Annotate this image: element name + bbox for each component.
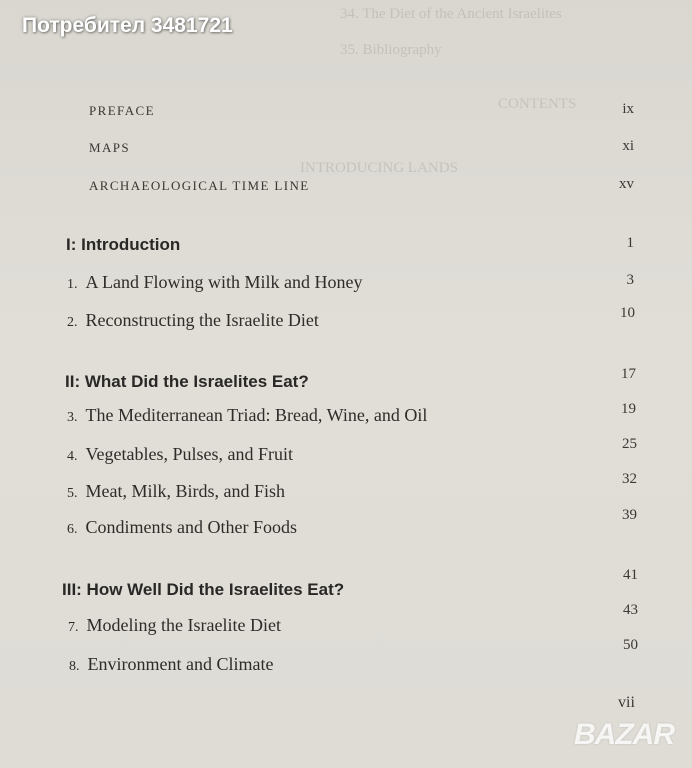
bleed-through-line: 34. The Diet of the Ancient Israelites bbox=[340, 6, 562, 22]
toc-chapter bbox=[67, 272, 363, 293]
bazar-watermark: BAZAR bbox=[574, 718, 674, 751]
page-folio: vii bbox=[618, 694, 635, 711]
chapter-number: 8. bbox=[69, 659, 80, 674]
toc-part-page: 17 bbox=[621, 366, 636, 382]
toc-chapter-page: 32 bbox=[622, 471, 637, 487]
toc-chapter bbox=[67, 481, 285, 502]
toc-part-page: 41 bbox=[623, 567, 638, 583]
chapter-title: Condiments and Other Foods bbox=[85, 517, 297, 537]
toc-front-label: ARCHAEOLOGICAL TIME LINE bbox=[89, 178, 310, 193]
chapter-title: Reconstructing the Israelite Diet bbox=[85, 310, 319, 330]
toc-chapter bbox=[69, 654, 273, 675]
chapter-number: 3. bbox=[67, 410, 78, 425]
toc-chapter bbox=[67, 517, 297, 538]
chapter-title: Environment and Climate bbox=[87, 654, 274, 674]
toc-chapter-page: 19 bbox=[621, 401, 636, 417]
toc-chapter bbox=[67, 405, 427, 426]
chapter-title: Modeling the Israelite Diet bbox=[86, 615, 281, 635]
chapter-number: 1. bbox=[67, 277, 78, 292]
toc-chapter bbox=[67, 444, 293, 465]
toc-front-label: PREFACE bbox=[89, 103, 155, 118]
chapter-title: The Mediterranean Triad: Bread, Wine, and Oil bbox=[85, 405, 428, 425]
toc-part-heading: III: How Well Did the Israelites Eat? bbox=[62, 580, 345, 599]
toc-chapter-page: 50 bbox=[623, 637, 638, 653]
chapter-number: 2. bbox=[67, 315, 78, 330]
toc-chapter-page: 10 bbox=[620, 305, 635, 321]
toc-part-page: 1 bbox=[626, 235, 634, 251]
bleed-through-line: 35. Bibliography bbox=[340, 42, 442, 58]
toc-chapter bbox=[67, 310, 319, 331]
toc-chapter-page: 25 bbox=[622, 436, 637, 452]
bleed-through-line: CONTENTS bbox=[498, 96, 577, 112]
chapter-number: 5. bbox=[67, 486, 78, 501]
bleed-through-line: INTRODUCING LANDS bbox=[300, 160, 458, 176]
toc-front-label: MAPS bbox=[89, 140, 131, 155]
toc-front-page: xv bbox=[619, 176, 634, 192]
toc-chapter-page: 3 bbox=[626, 272, 634, 288]
toc-part-heading: II: What Did the Israelites Eat? bbox=[65, 372, 309, 391]
chapter-title: Vegetables, Pulses, and Fruit bbox=[85, 444, 293, 464]
chapter-title: A Land Flowing with Milk and Honey bbox=[85, 272, 363, 292]
toc-chapter bbox=[68, 615, 281, 636]
chapter-title: Meat, Milk, Birds, and Fish bbox=[85, 481, 286, 501]
chapter-number: 4. bbox=[67, 449, 78, 464]
user-tag: Потребител 3481721 bbox=[22, 14, 233, 37]
toc-front-page: xi bbox=[622, 138, 634, 154]
toc-chapter-page: 39 bbox=[622, 507, 637, 523]
toc-part-heading: I: Introduction bbox=[66, 235, 181, 254]
toc-chapter-page: 43 bbox=[623, 602, 638, 618]
chapter-number: 7. bbox=[68, 620, 79, 635]
toc-front-page: ix bbox=[622, 101, 634, 117]
chapter-number: 6. bbox=[67, 522, 78, 537]
